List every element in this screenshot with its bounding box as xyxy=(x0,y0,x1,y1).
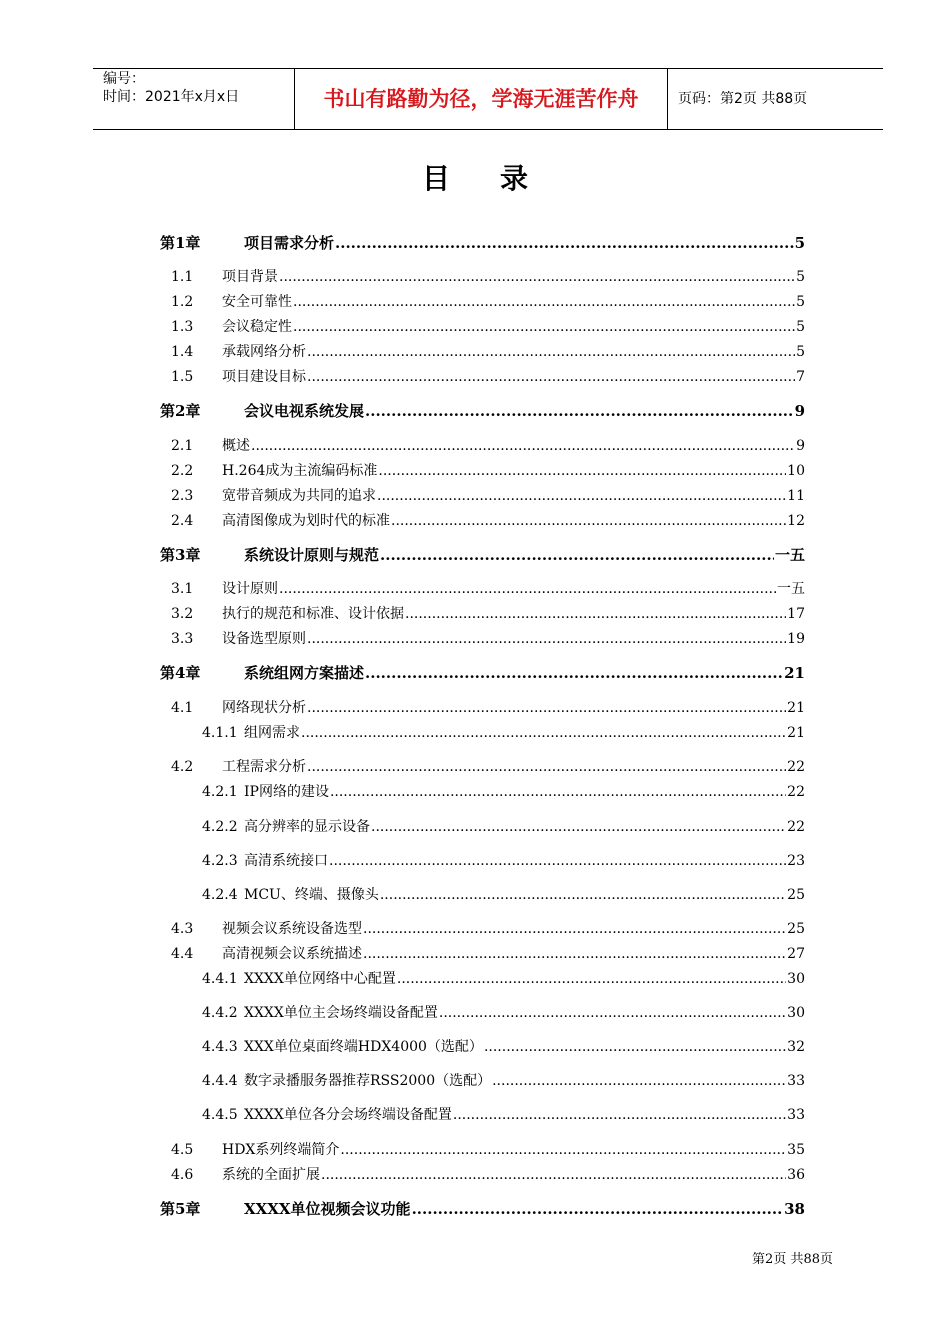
toc-entry-page: 30 xyxy=(787,971,805,987)
toc-entry-number: 第2章 xyxy=(160,402,201,420)
toc-entry-page: 11 xyxy=(787,488,805,504)
toc-entry-title: 系统设计原则与规范 xyxy=(244,546,380,564)
header-motto: 书山有路勤为径，学海无涯苦作舟 xyxy=(323,87,639,111)
toc-entry-leader xyxy=(321,1167,786,1183)
toc-entry[interactable] xyxy=(160,544,805,566)
toc-entry-leader xyxy=(340,1142,786,1158)
toc-entry[interactable] xyxy=(160,510,805,532)
toc-entry-title: 会议稳定性 xyxy=(222,319,292,335)
document-time-label: 时间：2021年x月x日 xyxy=(103,89,240,105)
toc-entry-leader xyxy=(307,631,786,647)
toc-entry-leader xyxy=(453,1107,786,1123)
toc-entry-page: 7 xyxy=(796,369,805,385)
toc-entry-leader xyxy=(363,946,786,962)
toc-entry[interactable] xyxy=(160,1104,805,1126)
toc-entry-title: XXX单位桌面终端HDX4000（选配） xyxy=(244,1039,483,1055)
toc-entry-number: 1.3 xyxy=(171,319,194,335)
toc-entry-number: 4.4.1 xyxy=(202,971,238,987)
toc-entry-number: 第4章 xyxy=(160,664,201,682)
toc-entry-leader xyxy=(365,402,794,420)
toc-entry-number: 4.2.4 xyxy=(202,887,238,903)
toc-entry-number: 2.1 xyxy=(171,438,194,454)
toc-entry[interactable] xyxy=(160,816,805,838)
toc-entry[interactable] xyxy=(160,341,805,363)
toc-entry-title: XXXX单位网络中心配置 xyxy=(244,971,396,987)
toc-entry-leader xyxy=(365,664,783,682)
toc-entry-number: 4.2.3 xyxy=(202,853,238,869)
toc-entry-page: 33 xyxy=(787,1107,805,1123)
toc-title: 目录 xyxy=(421,162,578,195)
toc-entry-page: 9 xyxy=(796,438,805,454)
toc-entry-title: 执行的规范和标准、设计依据 xyxy=(222,606,404,622)
toc-entry[interactable] xyxy=(160,943,805,965)
toc-entry-number: 4.1.1 xyxy=(202,725,238,741)
toc-entry-leader xyxy=(391,513,786,529)
toc-entry-page: 22 xyxy=(787,784,805,800)
toc-entry-leader xyxy=(412,1200,784,1218)
toc-entry-title: 网络现状分析 xyxy=(222,700,306,716)
toc-entry-number: 1.1 xyxy=(171,269,194,285)
toc-entry[interactable] xyxy=(160,578,805,600)
toc-entry-number: 2.4 xyxy=(171,513,194,529)
toc-entry-number: 4.4.2 xyxy=(202,1005,238,1021)
toc-entry[interactable] xyxy=(160,968,805,990)
toc-entry-number: 2.3 xyxy=(171,488,194,504)
toc-entry-leader xyxy=(293,319,795,335)
toc-entry[interactable] xyxy=(160,291,805,313)
toc-entry-number: 4.4.3 xyxy=(202,1039,238,1055)
toc-entry-title: 视频会议系统设备选型 xyxy=(222,921,362,937)
toc-entry-title: MCU、终端、摄像头 xyxy=(244,887,379,903)
toc-entry-page: 5 xyxy=(794,234,805,252)
toc-entry[interactable] xyxy=(160,1198,805,1220)
toc-entry[interactable] xyxy=(160,850,805,872)
toc-entry-leader xyxy=(397,971,786,987)
toc-entry-title: IP网络的建设 xyxy=(244,784,329,800)
toc-entry-title: HDX系列终端简介 xyxy=(222,1142,340,1158)
toc-entry-leader xyxy=(329,853,786,869)
toc-entry-number: 4.5 xyxy=(171,1142,194,1158)
toc-entry-leader xyxy=(251,438,795,454)
toc-entry-page: 5 xyxy=(796,344,805,360)
toc-entry-title: XXXX单位视频会议功能 xyxy=(244,1200,411,1218)
toc-entry-title: 承载网络分析 xyxy=(222,344,306,360)
toc-entry-title: 高清系统接口 xyxy=(244,853,328,869)
toc-entry-page: 25 xyxy=(787,921,805,937)
toc-entry-number: 1.2 xyxy=(171,294,194,310)
toc-entry-leader xyxy=(371,819,786,835)
toc-entry-leader xyxy=(378,463,786,479)
toc-entry-title: 项目背景 xyxy=(222,269,278,285)
toc-entry-title: 概述 xyxy=(222,438,250,454)
toc-entry-page: 30 xyxy=(787,1005,805,1021)
toc-entry-page: 17 xyxy=(787,606,805,622)
toc-entry-number: 4.1 xyxy=(171,700,194,716)
toc-entry-page: 35 xyxy=(787,1142,805,1158)
toc-entry-page: 一五 xyxy=(774,546,805,564)
toc-entry[interactable] xyxy=(160,435,805,457)
toc-entry-number: 4.2.2 xyxy=(202,819,238,835)
toc-entry-page: 38 xyxy=(784,1200,805,1218)
toc-entry[interactable] xyxy=(160,662,805,684)
toc-entry[interactable] xyxy=(160,232,805,254)
toc-entry-leader xyxy=(380,546,774,564)
page-footer: 第2页 共88页 xyxy=(752,1252,833,1267)
toc-entry-title: 工程需求分析 xyxy=(222,759,306,775)
document-number-label: 编号： xyxy=(103,71,145,87)
toc-entry-page: 19 xyxy=(787,631,805,647)
toc-entry-title: 设计原则 xyxy=(222,581,278,597)
toc-entry[interactable] xyxy=(160,400,805,422)
toc-entry-leader xyxy=(307,344,795,360)
toc-entry-leader xyxy=(335,234,794,252)
toc-entry-number: 4.3 xyxy=(171,921,194,937)
toc-entry-title: 项目建设目标 xyxy=(222,369,306,385)
toc-entry-leader xyxy=(293,294,795,310)
toc-entry-title: 设备选型原则 xyxy=(222,631,306,647)
toc-entry[interactable] xyxy=(160,1164,805,1186)
toc-entry-title: 系统的全面扩展 xyxy=(222,1167,320,1183)
toc-entry-title: 安全可靠性 xyxy=(222,294,292,310)
toc-entry-number: 4.4.5 xyxy=(202,1107,238,1123)
header-right-cell xyxy=(668,69,883,129)
toc-entry-number: 3.3 xyxy=(171,631,194,647)
toc-entry-leader xyxy=(484,1039,786,1055)
toc-entry-page: 9 xyxy=(794,402,805,420)
toc-entry[interactable] xyxy=(160,628,805,650)
toc-entry-number: 4.2.1 xyxy=(202,784,238,800)
toc-entry-page: 5 xyxy=(796,319,805,335)
toc-entry[interactable] xyxy=(160,1139,805,1161)
toc-entry-page: 23 xyxy=(787,853,805,869)
toc-entry-number: 3.2 xyxy=(171,606,194,622)
toc-entry-page: 一五 xyxy=(777,581,805,597)
toc-entry-title: 组网需求 xyxy=(244,725,300,741)
toc-entry-title: XXXX单位各分会场终端设备配置 xyxy=(244,1107,452,1123)
toc-entry[interactable] xyxy=(160,722,805,744)
toc-entry-number: 第5章 xyxy=(160,1200,201,1218)
toc-entry-leader xyxy=(377,488,786,504)
toc-entry[interactable] xyxy=(160,366,805,388)
toc-entry[interactable] xyxy=(160,266,805,288)
toc-entry[interactable] xyxy=(160,316,805,338)
toc-entry-title: 高分辨率的显示设备 xyxy=(244,819,370,835)
toc-entry-title: 高清视频会议系统描述 xyxy=(222,946,362,962)
toc-entry-title: H.264成为主流编码标准 xyxy=(222,463,378,479)
toc-entry-number: 4.6 xyxy=(171,1167,194,1183)
toc-entry-page: 21 xyxy=(784,664,805,682)
toc-entry-page: 10 xyxy=(787,463,805,479)
toc-entry-title: XXXX单位主会场终端设备配置 xyxy=(244,1005,438,1021)
toc-entry-page: 12 xyxy=(787,513,805,529)
toc-entry-title: 宽带音频成为共同的追求 xyxy=(222,488,376,504)
toc-entry-page: 21 xyxy=(787,700,805,716)
toc-entry-number: 第1章 xyxy=(160,234,201,252)
toc-entry-page: 27 xyxy=(787,946,805,962)
toc-entry[interactable] xyxy=(160,603,805,625)
toc-entry-leader xyxy=(301,725,786,741)
toc-entry[interactable] xyxy=(160,485,805,507)
header-left-cell xyxy=(93,69,295,129)
toc-entry[interactable] xyxy=(160,460,805,482)
toc-entry-title: 高清图像成为划时代的标准 xyxy=(222,513,390,529)
toc-entry-leader xyxy=(279,269,795,285)
toc-entry[interactable] xyxy=(160,1070,805,1092)
toc-entry-page: 36 xyxy=(787,1167,805,1183)
toc-entry[interactable] xyxy=(160,781,805,803)
header-page-info: 页码：第2页 共88页 xyxy=(678,91,808,107)
toc-entry-leader xyxy=(439,1005,786,1021)
toc-entry-page: 33 xyxy=(787,1073,805,1089)
toc-entry[interactable] xyxy=(160,756,805,778)
toc-entry-leader xyxy=(380,887,786,903)
toc-entry-number: 4.2 xyxy=(171,759,194,775)
toc-entry-title: 数字录播服务器推荐RSS2000（选配） xyxy=(244,1073,492,1089)
toc-entry[interactable] xyxy=(160,918,805,940)
toc-entry-leader xyxy=(307,759,786,775)
toc-entry-title: 项目需求分析 xyxy=(244,234,335,252)
toc-entry-page: 5 xyxy=(796,269,805,285)
toc-entry-page: 21 xyxy=(787,725,805,741)
toc-entry-leader xyxy=(330,784,786,800)
toc-entry-number: 第3章 xyxy=(160,546,201,564)
toc-entry-leader xyxy=(492,1073,786,1089)
toc-entry-leader xyxy=(363,921,786,937)
toc-entry[interactable] xyxy=(160,884,805,906)
toc-entry-leader xyxy=(307,369,795,385)
toc-entry[interactable] xyxy=(160,1036,805,1058)
toc-entry-page: 5 xyxy=(796,294,805,310)
toc-entry-page: 22 xyxy=(787,819,805,835)
toc-entry-number: 1.4 xyxy=(171,344,194,360)
toc-entry-page: 32 xyxy=(787,1039,805,1055)
toc-entry-number: 4.4 xyxy=(171,946,194,962)
toc-entry-number: 4.4.4 xyxy=(202,1073,238,1089)
toc-entry-leader xyxy=(307,700,786,716)
toc-entry-title: 会议电视系统发展 xyxy=(244,402,365,420)
toc-entry-page: 25 xyxy=(787,887,805,903)
toc-entry-leader xyxy=(279,581,776,597)
toc-entry-page: 22 xyxy=(787,759,805,775)
page-header xyxy=(93,68,883,130)
toc-entry-number: 2.2 xyxy=(171,463,194,479)
toc-entry-number: 3.1 xyxy=(171,581,194,597)
toc-entry-title: 系统组网方案描述 xyxy=(244,664,365,682)
toc-entry[interactable] xyxy=(160,1002,805,1024)
header-middle-cell xyxy=(295,69,668,129)
toc-entry[interactable] xyxy=(160,697,805,719)
toc-entry-leader xyxy=(405,606,786,622)
toc-entry-number: 1.5 xyxy=(171,369,194,385)
